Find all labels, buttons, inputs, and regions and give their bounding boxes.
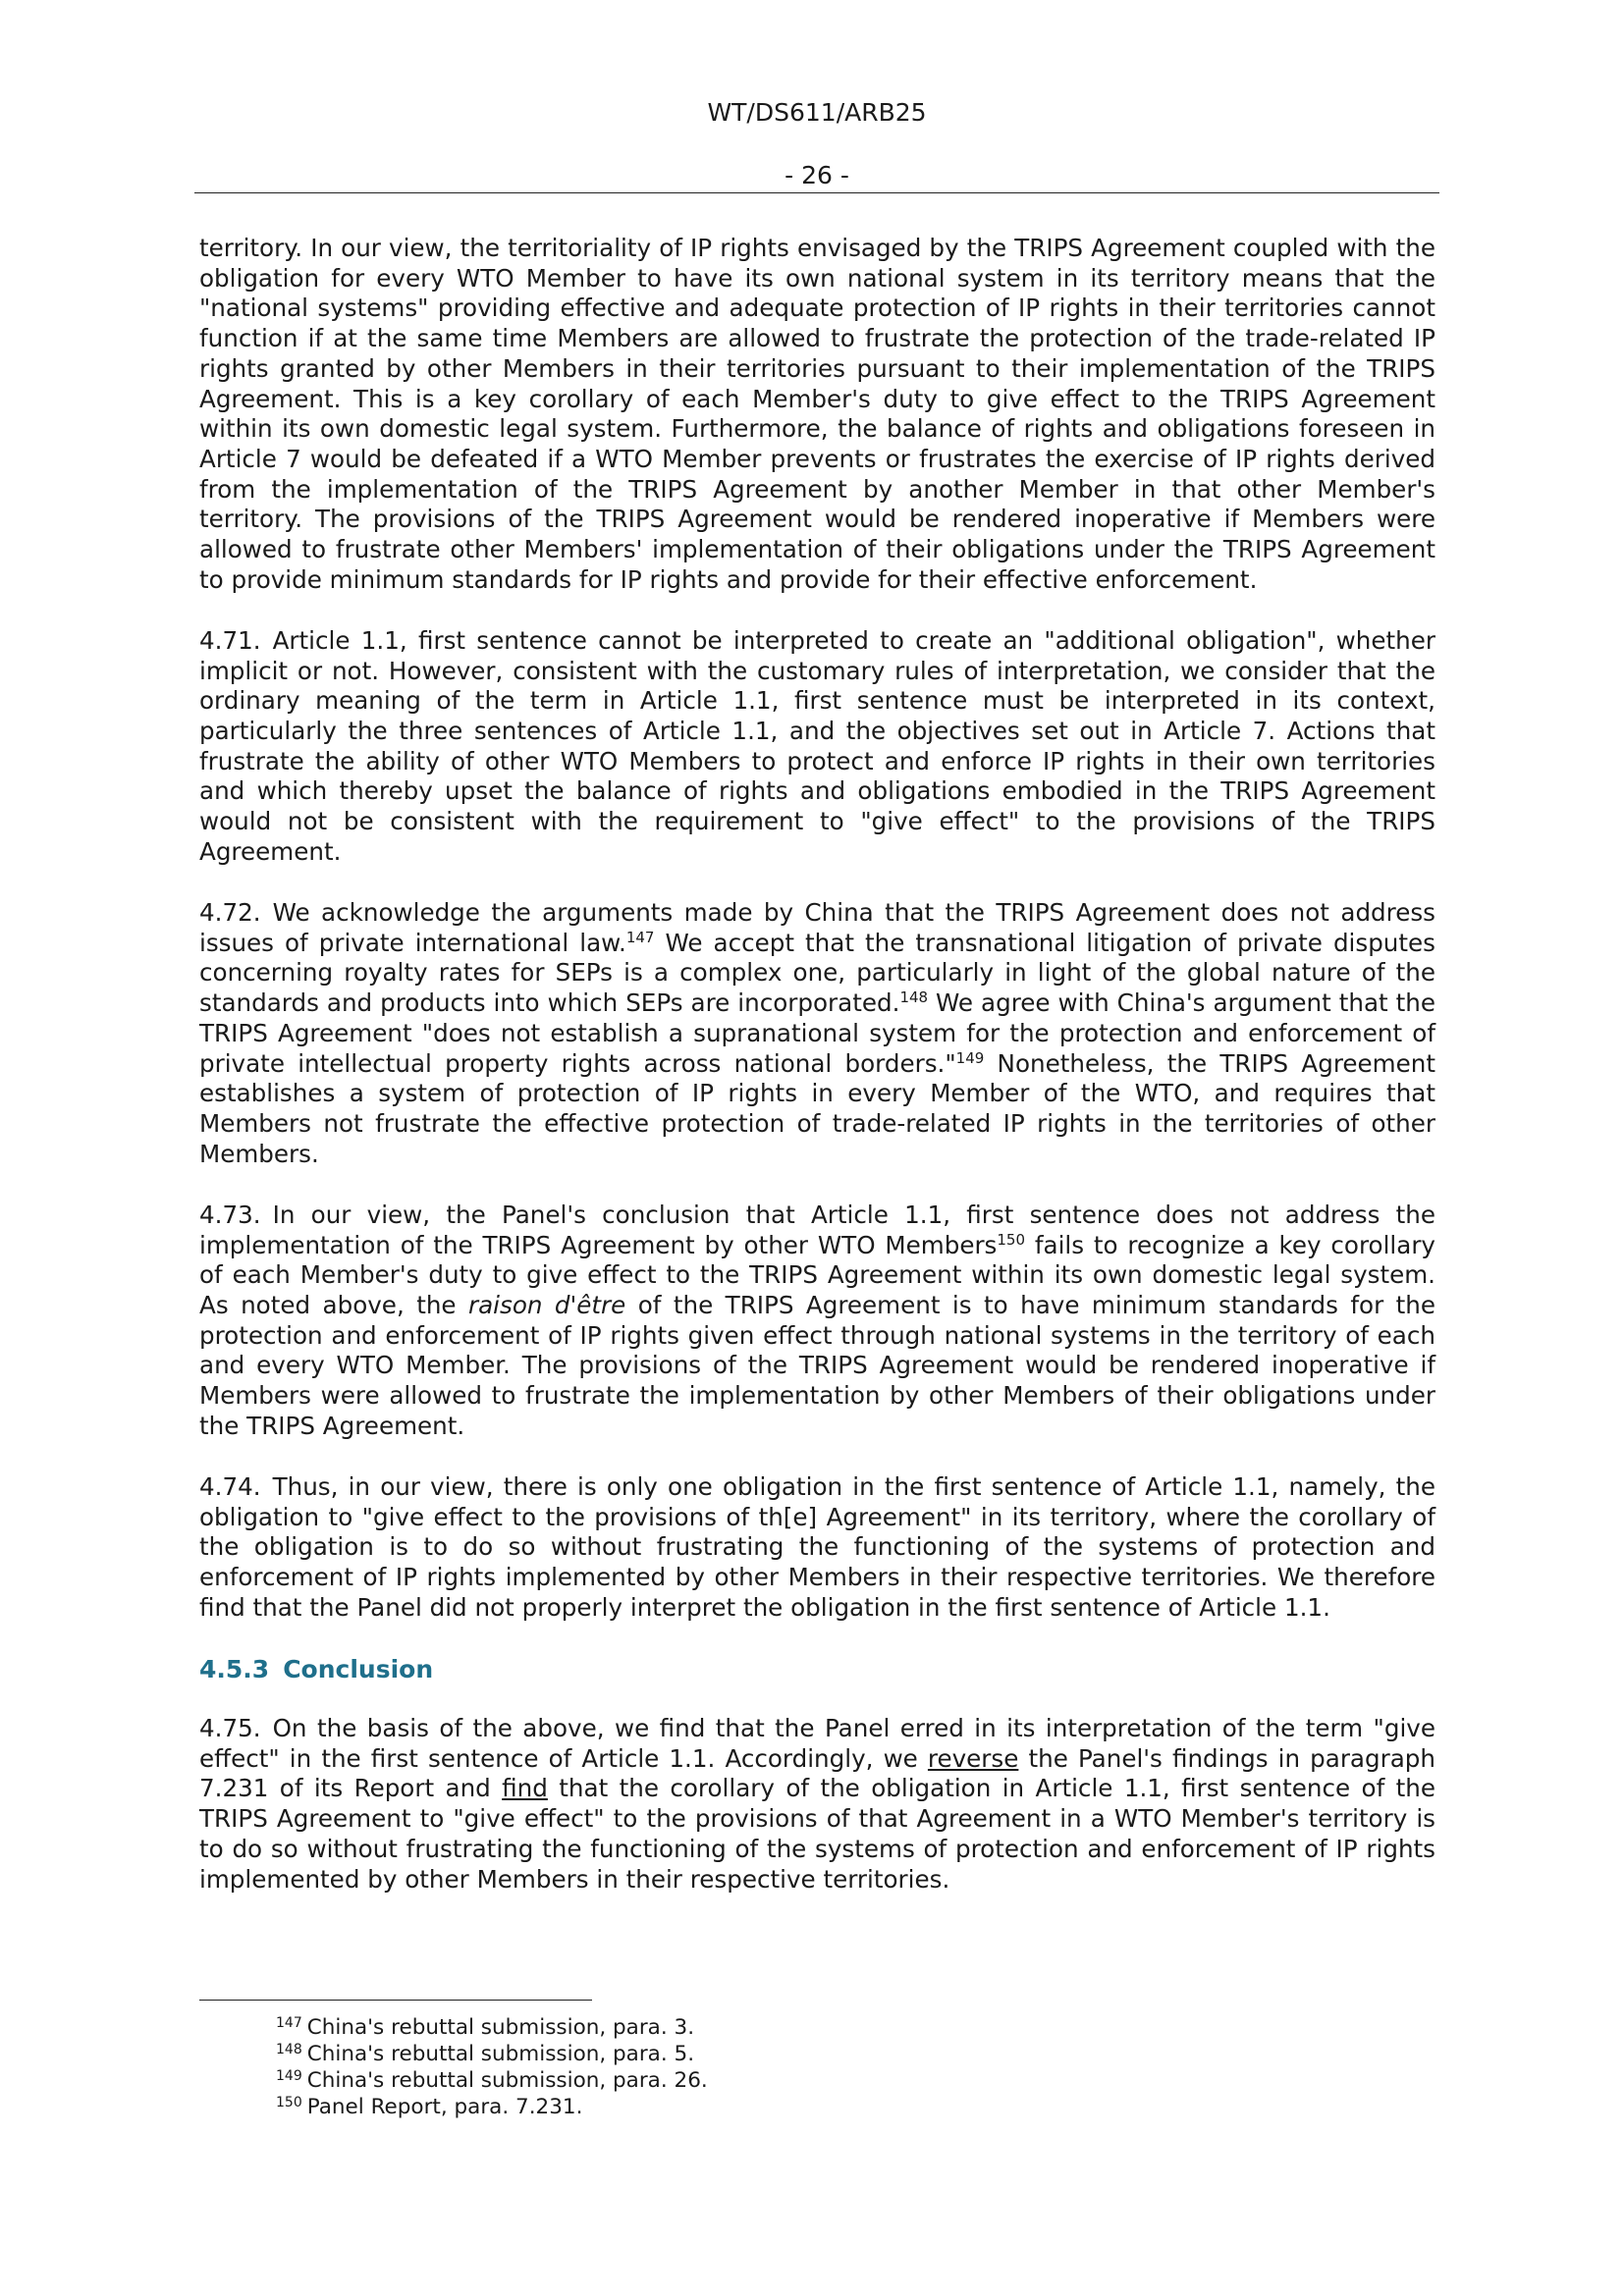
- footnote-ref-147[interactable]: 147: [625, 928, 655, 946]
- header-rule: [194, 192, 1439, 193]
- paragraph-4-73: 4.73. In our view, the Panel's conclusion that Article 1.1, first sentence does not address the implementation of the TRIPS Agreement by other WTO Members$^{150}$ fails to recognize a key corollary of each Member's duty to give effect to the TRIPS Agreement within its own domestic legal system. As noted above, the raison d'être of the TRIPS Agreement is to have minimum standards for the protection and enforcement of IP rights given effect through national systems in the territory of each and every WTO Member. The provisions of the TRIPS Agreement would be rendered inoperative if Members were allowed to frustrate the implementation by other Members of their obligations under the TRIPS Agreement.: [199, 1200, 1435, 1440]
- paragraph-4-72: 4.72. We acknowledge the arguments made by China that the TRIPS Agreement does not address issues of private international law.$^{147}$ We accept that the transnational litigation of private disputes concerning royalty rates for SEPs is a complex one, particularly in light of the global nature of the standards and products into which SEPs are incorporated.$^{148}$ We agree with China's argument that the TRIPS Agreement "does not establish a supranational system for the protection and enforcement of private intellectual property rights across national borders."$^{149}$ Nonetheless, the TRIPS Agreement establishes a system of protection of IP rights in every Member of the WTO, and requires that Members not frustrate the effective protection of trade-related IP rights in the territories of other Members.: [199, 898, 1435, 1168]
- footnote-text: China's rebuttal submission, para. 5.: [306, 2042, 695, 2066]
- section-number: 4.5.3: [199, 1655, 270, 1684]
- paragraph-4-71: 4.71. Article 1.1, first sentence cannot be interpreted to create an "additional obligation", whether implicit or not. However, consistent with the customary rules of interpretation, we consider that the ordinary meaning of the term in Article 1.1, first sentence must be interpreted in its context, particularly the three sentences of Article 1.1, and the objectives set out in Article 7. Actions that frustrate the ability of other WTO Members to protect and enforce IP rights in their own territories and which thereby upset the balance of rights and obligations embodied in the TRIPS Agreement would not be consistent with the requirement to "give effect" to the provisions of the TRIPS Agreement.: [199, 625, 1435, 866]
- underlined-reverse: reverse: [927, 1743, 1019, 1773]
- paragraph-number: 4.71.: [199, 625, 261, 655]
- section-title: Conclusion: [283, 1655, 434, 1684]
- footnote-text: China's rebuttal submission, para. 3.: [306, 2015, 695, 2040]
- footnote-ref-150[interactable]: 150: [997, 1230, 1026, 1249]
- footnote-147: [276, 2014, 708, 2041]
- paragraph-number: 4.72.: [199, 898, 261, 928]
- footnote-text: Panel Report, para. 7.231.: [306, 2095, 583, 2119]
- footnotes: [276, 2014, 708, 2120]
- footnote-150: [276, 2094, 708, 2120]
- page-number: - 26 -: [785, 161, 849, 189]
- footnote-number: 148: [276, 2042, 302, 2057]
- footnote-149: [276, 2067, 708, 2094]
- section-heading: [199, 1654, 1435, 1684]
- paragraph-number: 4.75.: [199, 1714, 261, 1743]
- document-body: [199, 234, 1435, 1926]
- footnote-text: China's rebuttal submission, para. 26.: [306, 2068, 708, 2093]
- paragraph-4-75: 4.75. On the basis of the above, we find that the Panel erred in its interpretation of the term "give effect" in the first sentence of Article 1.1. Accordingly, we reverse the Panel's findings in paragraph 7.231 of its Report and find that the corollary of the obligation in Article 1.1, first sentence of the TRIPS Agreement to "give effect" to the provisions of that Agreement in a WTO Member's territory is to do so without frustrating the functioning of the systems of protection and enforcement of IP rights implemented by other Members in their respective territories.: [199, 1714, 1435, 1894]
- footnote-number: 149: [276, 2068, 302, 2084]
- footnote-separator: [199, 2000, 592, 2001]
- paragraph-4-74: 4.74. Thus, in our view, there is only one obligation in the first sentence of Article 1.1, namely, the obligation to "give effect to the provisions of th[e] Agreement" in its territory, where the corollary of the obligation is to do so without frustrating the functioning of the systems of protection and enforcement of IP rights implemented by other Members in their respective territories. We therefore find that the Panel did not properly interpret the obligation in the first sentence of Article 1.1.: [199, 1472, 1435, 1622]
- footnote-148: [276, 2041, 708, 2067]
- footnote-ref-149[interactable]: 149: [955, 1048, 985, 1067]
- paragraph-number: 4.73.: [199, 1200, 261, 1229]
- footnote-number: 150: [276, 2095, 302, 2110]
- footnote-ref-148[interactable]: 148: [899, 988, 929, 1007]
- document-symbol: WT/DS611/ARB25: [707, 98, 927, 127]
- footnote-number: 147: [276, 2015, 302, 2031]
- paragraph-continued: territory. In our view, the territoriality of IP rights envisaged by the TRIPS Agreement coupled with the obligation for every WTO Member to have its own national system in its territory means that the "national systems" providing effective and adequate protection of IP rights in their territories cannot function if at the same time Members are allowed to frustrate the protection of the trade-related IP rights granted by other Members in their territories pursuant to their implementation of the TRIPS Agreement. This is a key corollary of each Member's duty to give effect to the TRIPS Agreement within its own domestic legal system. Furthermore, the balance of rights and obligations foreseen in Article 7 would be defeated if a WTO Member prevents or frustrates the exercise of IP rights derived from the implementation of the TRIPS Agreement by another Member in that other Member's territory. The provisions of the TRIPS Agreement would be rendered inoperative if Members were allowed to frustrate other Members' implementation of their obligations under the TRIPS Agreement to provide minimum standards for IP rights and provide for their effective enforcement.: [199, 234, 1435, 594]
- paragraph-number: 4.74.: [199, 1472, 261, 1502]
- italic-phrase: raison d'être: [468, 1291, 626, 1319]
- page-header: [194, 96, 1439, 192]
- underlined-find: find: [502, 1774, 548, 1803]
